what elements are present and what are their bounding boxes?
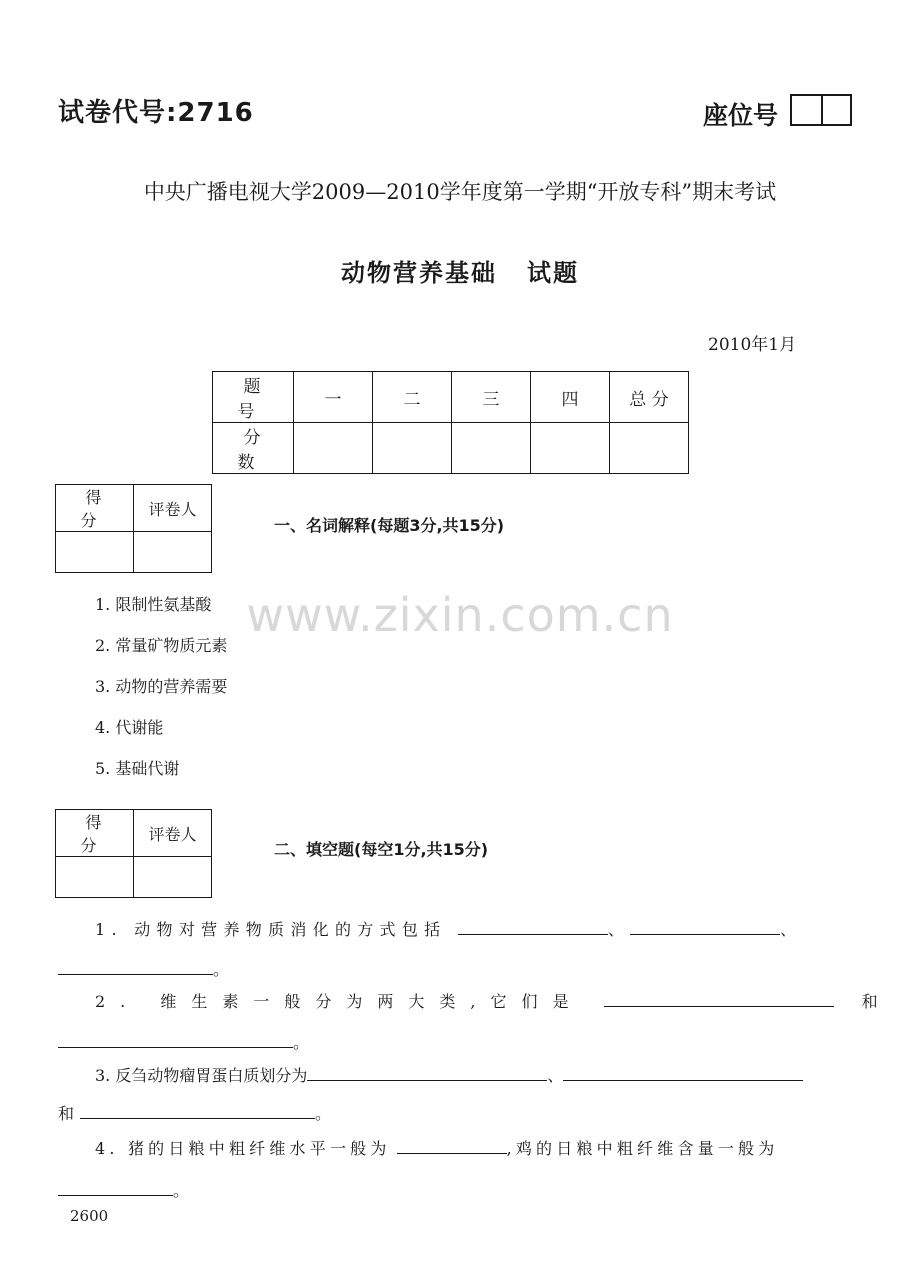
subject-title: 动物营养基础 [341, 259, 497, 287]
score-table-header-row [213, 372, 689, 423]
score-table [212, 371, 689, 474]
question-3 [95, 1063, 803, 1086]
exam-line: 中央广播电视大学2009—2010学年度第一学期“开放专科”期末考试 [143, 180, 777, 204]
question-4-cont [58, 1178, 189, 1201]
score-table-col: 一 [294, 372, 373, 423]
exam-title [0, 253, 920, 288]
list-item: 3. 动物的营养需要 [95, 677, 228, 696]
conjunction: 和 [861, 992, 878, 1011]
title-suffix: 试题 [527, 259, 579, 287]
score-table-row-label: 分 数 [213, 423, 294, 474]
list-item: 1. 限制性氨基酸 [95, 595, 212, 614]
grader-label: 评卷人 [134, 810, 212, 857]
answer-blank[interactable] [563, 1066, 803, 1081]
question-text: 4. 猪的日粮中粗纤维水平一般为 [95, 1139, 391, 1158]
list-item: 4. 代谢能 [95, 718, 164, 737]
section1-heading: 一、名词解释(每题3分,共15分) [274, 516, 505, 535]
answer-blank[interactable] [80, 1104, 315, 1119]
answer-blank[interactable] [307, 1066, 547, 1081]
grader-name-cell [134, 857, 212, 898]
watermark: www.zixin.com.cn [246, 588, 674, 642]
score-cell [531, 423, 610, 474]
question-text: 3. 反刍动物瘤胃蛋白质划分为 [95, 1066, 308, 1085]
seat-label: 座位号 [703, 101, 779, 130]
answer-blank[interactable] [58, 1181, 173, 1196]
question-2 [95, 989, 878, 1012]
grader-label: 评卷人 [134, 485, 212, 532]
exam-date: 2010年1月 [708, 335, 797, 355]
grader-box-section1 [55, 484, 212, 573]
question-4 [95, 1136, 778, 1159]
period: 。 [293, 1033, 310, 1052]
score-table-header-label: 题 号 [213, 372, 294, 423]
seat-number-boxes [790, 94, 852, 126]
score-table-col: 二 [373, 372, 452, 423]
score-cell [610, 423, 689, 474]
answer-blank[interactable] [58, 960, 213, 975]
separator: 、 [547, 1066, 564, 1085]
paper-code: 试卷代号:2716 [58, 98, 254, 128]
score-table-col: 总 分 [610, 372, 689, 423]
period: 。 [173, 1181, 190, 1200]
question-2-cont [58, 1030, 309, 1053]
question-text-2: ,鸡的日粮中粗纤维含量一般为 [506, 1139, 779, 1158]
question-text: 1. 动物对营养物质消化的方式包括 [95, 920, 447, 939]
question-1-cont [58, 957, 229, 980]
period: 。 [213, 960, 230, 979]
answer-blank[interactable] [604, 992, 834, 1007]
separator: 、 [607, 920, 631, 939]
grader-score-cell [56, 857, 134, 898]
answer-blank[interactable] [58, 1033, 293, 1048]
score-cell [373, 423, 452, 474]
answer-blank[interactable] [458, 920, 608, 935]
list-item: 5. 基础代谢 [95, 759, 180, 778]
question-text: 2. 维生素一般分为两大类,它们是 [95, 992, 584, 1011]
page-number: 2600 [70, 1207, 109, 1225]
period: 。 [315, 1104, 332, 1123]
section2-heading: 二、填空题(每空1分,共15分) [274, 840, 489, 859]
term-list [95, 594, 227, 799]
list-item: 2. 常量矿物质元素 [95, 636, 228, 655]
question-3-cont [58, 1101, 331, 1124]
answer-blank[interactable] [397, 1139, 507, 1154]
grader-box-section2 [55, 809, 212, 898]
score-table-score-row [213, 423, 689, 474]
question-1 [95, 917, 855, 940]
grader-score-cell [56, 532, 134, 573]
grader-name-cell [134, 532, 212, 573]
score-cell [452, 423, 531, 474]
answer-blank[interactable] [630, 920, 780, 935]
score-table-col: 四 [531, 372, 610, 423]
score-table-col: 三 [452, 372, 531, 423]
conjunction: 和 [58, 1104, 75, 1123]
separator: 、 [780, 920, 803, 939]
grader-score-label: 得 分 [56, 485, 134, 532]
grader-score-label: 得 分 [56, 810, 134, 857]
score-cell [294, 423, 373, 474]
